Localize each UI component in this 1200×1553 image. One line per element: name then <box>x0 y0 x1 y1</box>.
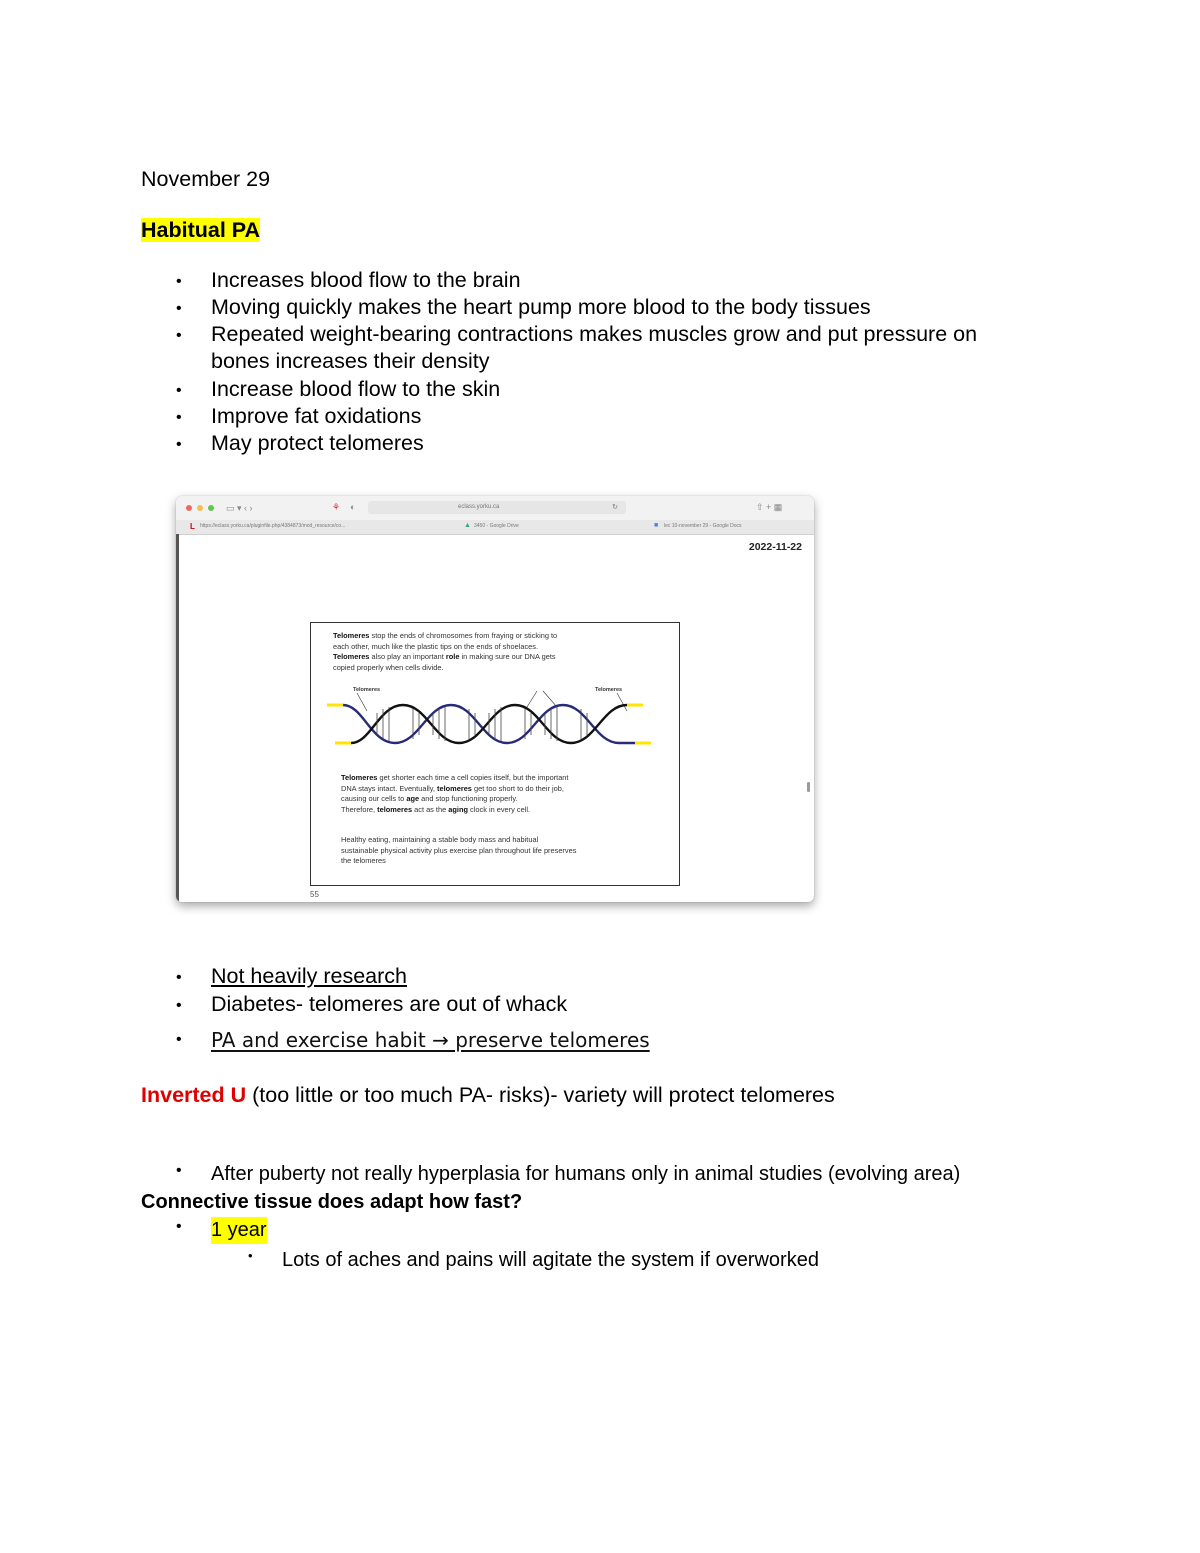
slide-page-number: 55 <box>310 890 319 899</box>
connective-tissue-heading: Connective tissue does adapt how fast? <box>141 1191 523 1213</box>
docs-icon: ■ <box>654 522 659 529</box>
browser-tab-strip <box>176 520 814 535</box>
section-heading-habitual-pa <box>141 217 260 244</box>
list-item: • Increases blood flow to the brain <box>176 268 521 292</box>
inverted-u-label: Inverted U <box>141 1083 247 1107</box>
pdf-tab-icon: L <box>190 522 195 531</box>
list-item: • PA and exercise habit → preserve telomeres <box>176 1028 650 1052</box>
list-item: • Increase blood flow to the skin <box>176 377 501 401</box>
minimize-window-icon <box>197 505 203 511</box>
privacy-icon: ◐ <box>350 502 356 512</box>
slide-paragraph-3: Healthy eating, maintaining a stable body mass and habitual sustainable physical activity plus exercise plan throughout life preserves the telomeres <box>341 835 577 866</box>
pdf-left-edge <box>176 534 179 902</box>
tab-pdf: https://eclass.yorku.ca/pluginfile.php/4384873/mod_resource/co... <box>200 523 346 529</box>
sidebar-icon: ▭ ▾ ‹ › <box>226 503 253 513</box>
list-item-continuation: bones increases their density <box>211 349 490 373</box>
diagram-label-right: Telomeres <box>595 687 623 693</box>
inverted-u-text: (too little or too much PA- risks)- variety will protect telomeres <box>246 1083 835 1107</box>
inverted-u-line <box>141 1082 835 1109</box>
slide-paragraph-1: Telomeres stop the ends of chromosomes from fraying or sticking to each other, much like the plastic tips on the ends of shoelaces. Telomeres also play an important role in making sure our DNA gets copied properly when cells divide. <box>333 631 558 672</box>
list-item: • Not heavily research <box>176 964 407 988</box>
pdf-scrollbar <box>807 782 810 792</box>
close-window-icon <box>186 505 192 511</box>
dna-helix-diagram <box>327 685 659 751</box>
embedded-screenshot <box>176 496 814 902</box>
address-bar-url: eclass.yorku.ca <box>458 504 500 510</box>
maximize-window-icon <box>208 505 214 511</box>
reload-icon: ↻ <box>612 504 618 511</box>
tab-drive: 3450 - Google Drive <box>474 523 519 529</box>
extension-icon: ⚘ <box>332 502 341 512</box>
telomere-notes-list <box>141 963 1041 1053</box>
share-icon: ⇧ + ▦ <box>756 502 783 512</box>
telomeres-slide <box>310 622 680 886</box>
list-item: • Moving quickly makes the heart pump more blood to the body tissues <box>176 295 871 319</box>
tab-docs: lec 10-november 29 - Google Docs <box>664 523 742 529</box>
date-heading: November 29 <box>141 167 271 191</box>
list-item: • Repeated weight-bearing contractions makes muscles grow and put pressure on <box>176 322 978 346</box>
list-item: • Diabetes- telomeres are out of whack <box>176 992 568 1016</box>
puberty-bullet: • After puberty not really hyperplasia for humans only in animal studies (evolving area) <box>176 1162 961 1185</box>
aches-sub-bullet: • Lots of aches and pains will agitate the system if overworked <box>248 1248 819 1271</box>
diagram-label-left: Telomeres <box>353 687 381 693</box>
drive-icon: ▲ <box>464 522 471 529</box>
address-bar <box>368 501 626 514</box>
habitual-pa-label: Habitual PA <box>141 218 261 242</box>
slide-paragraph-2: Telomeres get shorter each time a cell copies itself, but the important DNA stays intact. Eventually, telomeres get too short to do their job, causing our cells to age and stop functioning properly. Therefore, telomeres act as the aging clock in every cell. <box>341 773 569 814</box>
one-year-bullet: • 1 year <box>141 1217 741 1245</box>
browser-toolbar <box>176 496 814 521</box>
pdf-date: 2022-11-22 <box>748 541 802 553</box>
list-item: • May protect telomeres <box>176 431 424 455</box>
list-item: • Improve fat oxidations <box>176 404 422 428</box>
